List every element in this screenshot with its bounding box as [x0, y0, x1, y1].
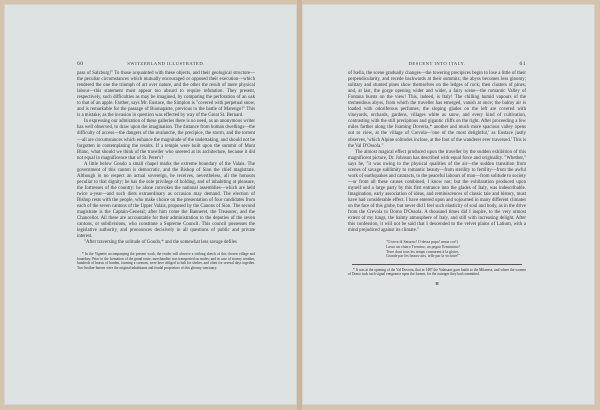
signature-mark: H [435, 280, 439, 286]
verse-quotation [386, 240, 526, 259]
right-body-text [348, 71, 526, 234]
left-text-block [77, 61, 255, 270]
footnote-text: * In the Vignette accompanying the present work, the reader will observe a striking sketch of this chosen village and boundary. Prior to the formation of the grand route, merchandise was transported on mules; and in case of stormy weather, hundreds of beasts of burden, forming a caravan, were here obliged to halt for shelter, and often for several days together. Two brother-barons were the original inhabitants and feudal proprietors of this gloomy sanctuary. [77, 252, 255, 270]
right-footnote [348, 268, 526, 277]
paragraph: "After traversing the solitude of Gondo,* and the somewhat less savage defiles [84, 240, 237, 246]
verse-line: Lasso un chiaro Trentino, un pegno Erminiano! [386, 244, 460, 249]
paragraph: of Isella, the scene gradually changes—the towering precipices begin to lose a little of their perpendicularity, and recede backwards at their summits; the abyss becomes less gloomy; solitary and stunted pines show themselves on the ledges of rock; then clusters of pines; and, at last, the gorge opening wider and wider, a fairy scene—the romantic Valley of Fontana bursts on the view! This, indeed, is Italy! The chilling humid vapours of the tremendous abyss, from which the traveller has emerged, vanish at once; the balmy air is loaded with odoriferous perfumes; the sloping glades on the left are covered with vineyards, orchards, gardens, villages white as snow, and every kind of cultivation, contrasting with the still precipitous and gigantic cliffs on the right. After proceeding a few miles farther along the foaming Doveria,* another and much more spacious valley opens out to view, at the village of Crevola—'one of the most delightful,' as Eustace justly observes, 'which Alpine solitudes inclose, at the foot of the wanderer ever traversed.' This is the Val D'Ossola." [348, 71, 527, 149]
left-page [4, 4, 297, 405]
left-footnote [77, 252, 255, 270]
footnote-text: * It was at the opening of the Val Doveria, that in 1487 the Valaisans gave battle to the Milanese, and where the women of Domo took such signal vengeance upon the former, for the outrages they had committed. [348, 268, 526, 277]
left-body-text [77, 71, 255, 246]
verse-line: Grande par les beaux-arts, telle par la victoire!" [386, 254, 460, 259]
paragraph: The almost magical effect produced upon the traveller by the sudden exhibition of this magnificent picture, Dr. Johnson has described with equal force and originality. "Whether," says he, "it was owing to the physical qualities of the air—the sudden transition from scenes of savage sublimity to romantic beauty—from sterility to fertility—from the awful work of earthquakes and cataracts, to the peaceful labours of man—from solitude to society—or from all these causes combined, I know not; but the exhilaration produced upon myself and a large party by this first entrance into the glades of Italy, was indescribable. Imagination, early association of ideas, and reminiscences of classic tale and history, must have had considerable effect. I have entered upon and sojourned in many different climates on the face of this globe, but never did I feel such elasticity of soul and body, as in the drive from the Crevola to Domo D'Ossola. A thousand times did I inspire, to the very utmost extent of my lungs, the balmy atmosphere of Italy, and still with increasing delight. After this confession, it will not be said that I descended to the velvet plains of Latium, with a mind prejudiced against its climate." [348, 149, 526, 234]
footnote-divider [352, 264, 522, 265]
right-running-head [348, 61, 526, 68]
paragraph: In expressing our admiration of these galleries there is no need, as an anonymous writer has well observed, to draw upon the imagination. The distance from human dwellings—the difficulty of access—the dangers of the avalanche, the precipice, the storm, and the torrent—all are circumstances which enhance the magnitude of the undertaking, and should not be forgotten in contemplating the results. If a temple were built upon the summit of Mont Blanc, what should we think of the traveller who sneered at its architecture, because it did not equal in magnificence that of St. Peter's? [77, 119, 255, 161]
left-page-number: 60 [77, 61, 84, 67]
left-running-head [77, 61, 255, 68]
right-running-title: DESCENT INTO ITALY. [408, 61, 466, 66]
paragraph: A little below Gondo a small chapel marks the extreme boundary of the Valais. The government of this canton is democratic, and the Bishop of Sion the chief magistrate. Although in no respect an actual sovereign, he receives, nevertheless, all the honours peculiar to that dignity; he has the sole privilege of holding, and of inhabiting at pleasure, the fortresses of the country: he alone convokes the national assemblies—which are held twice a-year—and such diets extraordinary as occasion may demand. The election of Bishop rests with the people, who make choice on the presentation of four candidates from each of the seven cantons of the Upper Valais, proposed by the Canons of Sion. The second magistrate is the Captain-General; after him come the Banneret, the Treasurer, and the Chancellor. All these are accountable for their administration to the deputies of the seven cantons, or subdivisions, who constitute a Supreme Council. This council possesses the legislative authority, and pronounces decisively in all questions of public and private interest. [77, 161, 255, 240]
right-text-block [348, 61, 526, 286]
right-page-number: 61 [519, 61, 526, 67]
verse-line: "O terra di Saturno! O dessa pupa! amoa cor!) [386, 240, 458, 245]
verse-line: Terre dont tous les temps connurent à la gloire, [386, 249, 460, 254]
paragraph: pass of Salzburg!" To those acquainted with these objects, and their geological structure—the peculiar circumstances which mutually encouraged or opposed their execution—which rendered the one the triumph of art over nature, and the other the result of mere physical labour—this statement must appear too absurd to require refutation. They present, respectively, such difficulties as may be imagined, by comparing the perforation of an oak to that of an apple. Farther, says Mr. Eustace, the Simplon is "covered with perpetual snow, and is remarkable for the passage of Buonaparte, previous to the battle of Marengo!" This is a mistake; as the invasion in question was effected by way of the Great St. Bernard. [77, 71, 255, 119]
right-page [302, 4, 595, 405]
left-running-title: SWITZERLAND ILLUSTRATED. [127, 61, 205, 66]
